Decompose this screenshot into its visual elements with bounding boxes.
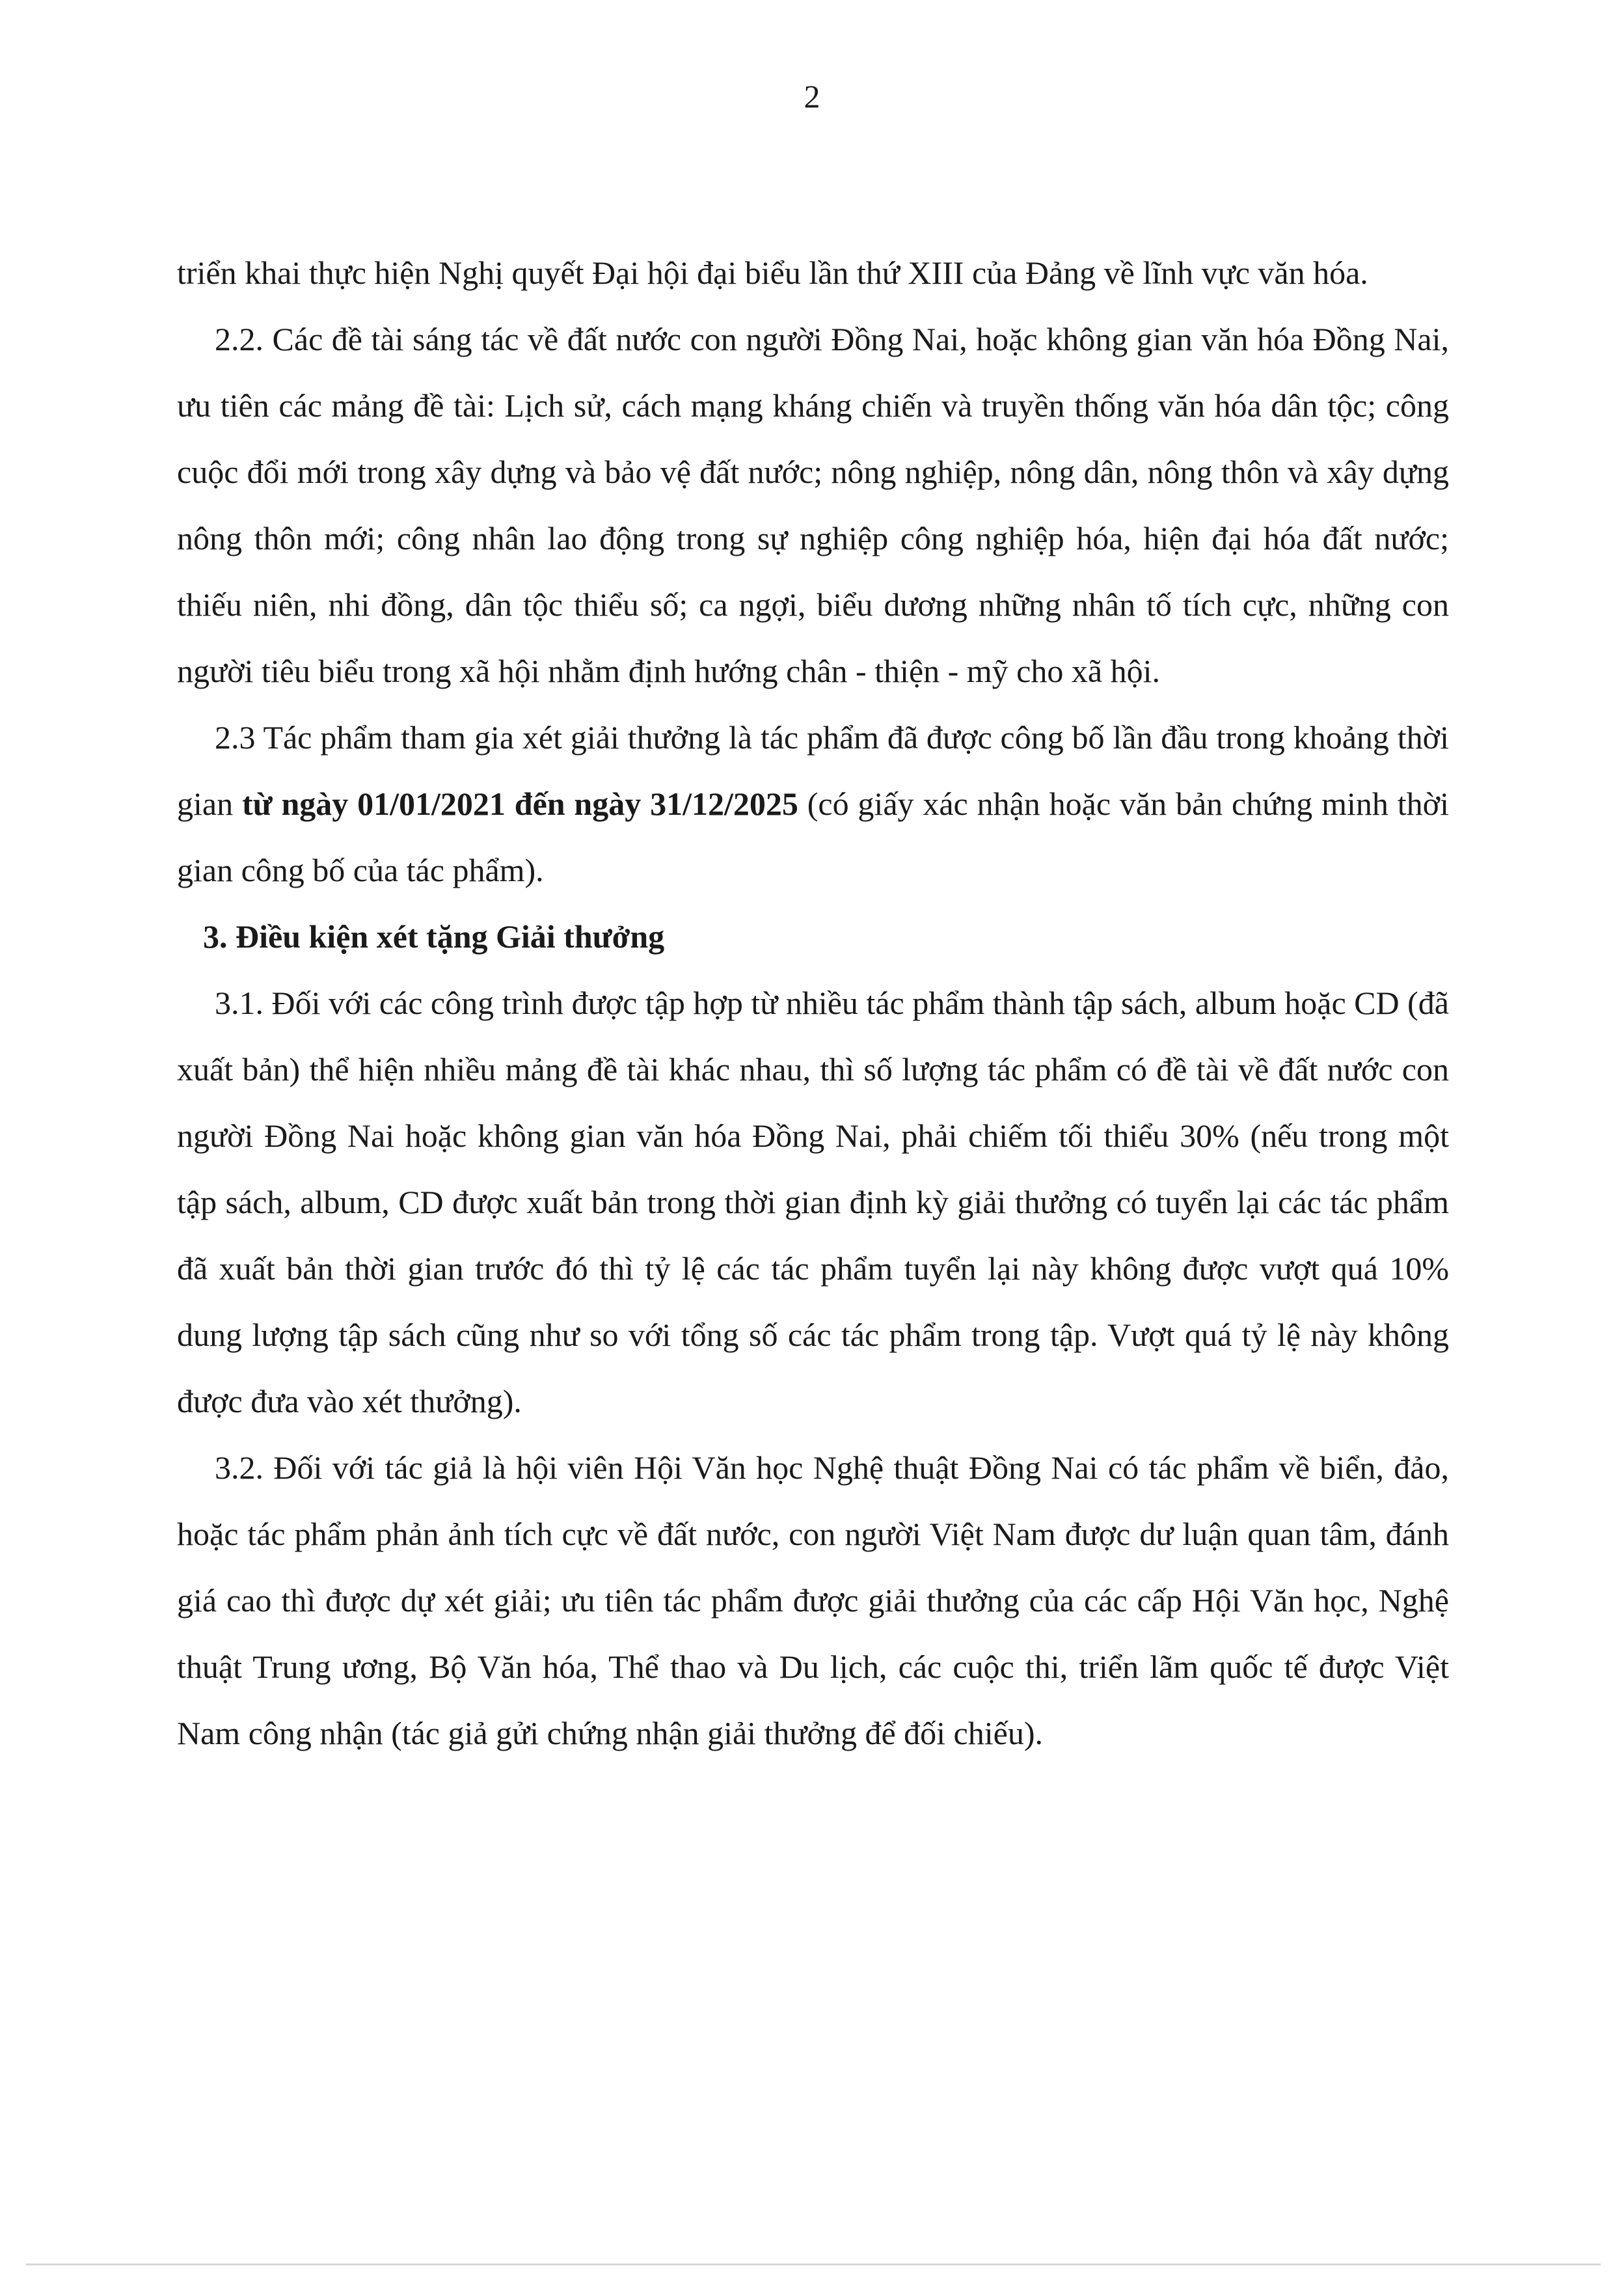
section-heading-3: 3. Điều kiện xét tặng Giải thưởng bbox=[203, 918, 665, 955]
date-range-bold: từ ngày 01/01/2021 đến ngày 31/12/2025 bbox=[241, 786, 798, 822]
document-body bbox=[177, 239, 1449, 1766]
paragraph-3-1: 3.1. Đối với các công trình được tập hợp từ nhiều tác phẩm thành tập sách, album hoặc CD (đã xuất bản) thể hiện nhiều mảng đề tài khác nhau, thì số lượng tác phẩm có đề tài về đất nước con người Đồng Nai hoặc không gian văn hóa Đồng Nai, phải chiếm tối thiểu 30% (nếu trong một tập sách, album, CD được xuất bản trong thời gian định kỳ giải thưởng có tuyển lại các tác phẩm đã xuất bản thời gian trước đó thì tỷ lệ các tác phẩm tuyển lại này không được vượt quá 10% dung lượng tập sách cũng như so với tổng số các tác phẩm trong tập. Vượt quá tỷ lệ này không được đưa vào xét thưởng). bbox=[177, 985, 1449, 1419]
paragraph-2-3-text-end: (có giấy xác nhận hoặc văn bản chứng minh thời gian công bố của tác phẩm). bbox=[177, 786, 1449, 888]
paragraph-3-2: 3.2. Đối với tác giả là hội viên Hội Văn học Nghệ thuật Đồng Nai có tác phẩm về biển, đảo, hoặc tác phẩm phản ảnh tích cực về đất nước, con người Việt Nam được dư luận quan tâm, đánh giá cao thì được dự xét giải; ưu tiên tác phẩm được giải thưởng của các cấp Hội Văn học, Nghệ thuật Trung ương, Bộ Văn hóa, Thể thao và Du lịch, các cuộc thi, triển lãm quốc tế được Việt Nam công nhận (tác giả gửi chứng nhận giải thưởng để đối chiếu). bbox=[177, 1449, 1449, 1751]
page-bottom-edge bbox=[26, 2263, 1601, 2265]
paragraph-2-2: 2.2. Các đề tài sáng tác về đất nước con người Đồng Nai, hoặc không gian văn hóa Đồng Nai, ưu tiên các mảng đề tài: Lịch sử, cách mạng kháng chiến và truyền thống văn hóa dân tộc; công cuộc đổi mới trong xây dựng và bảo vệ đất nước; nông nghiệp, nông dân, nông thôn và xây dựng nông thôn mới; công nhân lao động trong sự nghiệp công nghiệp hóa, hiện đại hóa đất nước; thiếu niên, nhi đồng, dân tộc thiểu số; ca ngợi, biểu dương những nhân tố tích cực, những con người tiêu biểu trong xã hội nhằm định hướng chân - thiện - mỹ cho xã hội. bbox=[177, 321, 1449, 689]
paragraph-continuation: triển khai thực hiện Nghị quyết Đại hội đại biểu lần thứ XIII của Đảng về lĩnh vực văn hóa. bbox=[177, 254, 1368, 291]
paragraph-2-3 bbox=[177, 704, 1449, 903]
paragraph-2-3-text-start: 2.3 Tác phẩm tham gia xét giải thưởng là tác phẩm đã được công bố lần đầu trong khoảng thời gian bbox=[177, 719, 1449, 822]
page-number: 2 bbox=[804, 78, 820, 115]
